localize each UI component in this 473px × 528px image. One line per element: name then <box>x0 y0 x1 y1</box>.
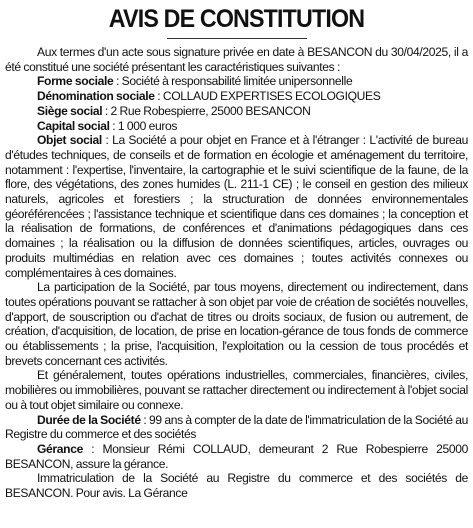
forme-sociale-label: Forme sociale <box>37 74 114 89</box>
siege-line <box>5 104 468 119</box>
siege-label: Siège social <box>37 103 103 118</box>
capital-label: Capital social <box>37 118 110 133</box>
gerance-value: : Monsieur Rémi COLLAUD, demeurant 2 Rue Robespierre 25000 BESANCON, assure la gérance. <box>5 441 468 471</box>
notice-body <box>5 45 468 501</box>
immatriculation-paragraph: Immatriculation de la Société au Registre du commerce et des sociétés de BESANCON. Pour avis. La Gérance <box>5 471 468 501</box>
objet-label: Objet social <box>37 133 102 148</box>
title-underline <box>167 38 307 39</box>
objet-paragraph <box>5 133 468 280</box>
denomination-label: Dénomination sociale <box>37 89 155 104</box>
duree-label: Durée de la Société <box>37 412 141 427</box>
denomination-line <box>5 89 468 104</box>
intro-paragraph: Aux termes d'un acte sous signature privée en date à BESANCON du 30/04/2025, il a été constitué une société présentant les caractéristiques suivantes : <box>5 45 468 74</box>
notice-title: AVIS DE CONSTITUTION <box>108 5 365 33</box>
siege-value: : 2 Rue Robespierre, 25000 BESANCON <box>102 103 311 118</box>
denomination-value: : COLLAUD EXPERTISES ECOLOGIQUES <box>154 89 381 104</box>
gerance-paragraph <box>5 442 468 471</box>
gerance-label: Gérance <box>37 441 83 456</box>
forme-sociale-value: : Société à responsabilité limitée unipersonnelle <box>113 74 353 89</box>
duree-paragraph <box>5 413 468 442</box>
general-paragraph: Et généralement, toutes opérations industrielles, commerciales, financières, civiles, mobilières ou immobilières, pouvant se rattacher directement ou indirectement à l'objet social ou à tout objet similaire ou connexe. <box>5 368 468 412</box>
capital-line <box>5 119 468 134</box>
objet-value: : La Société a pour objet en France et à l'étranger : L'activité de bureau d'études techniques, de conseils et de formation en écologie et aménagement du territoire, notamment : l'expertise, l'inventaire, la cartographie et le suivi scientifique de la faune, de la flore, des végétations, des zones humides (L. 211-1 CE) ; le conseil en gestion des milieux naturels, agricoles et forestiers ; la structuration de données environnementales géoréférencées ; l'assistance technique et scientifique dans ces domaines ; la conception et la réalisation de formations, de conférences et d'animations pédagogiques dans ces domaines ; la réalisation ou la diffusion de données scientifiques, articles, ouvrages ou produits multimédias en relation avec ces domaines ; toutes activités connexes ou complémentaires à ces domaines. <box>5 133 468 280</box>
participation-paragraph: La participation de la Société, par tous moyens, directement ou indirectement, dans toutes opérations pouvant se rattacher à son objet par voie de création de sociétés nouvelles, d'apport, de souscription ou d'achat de titres ou droits sociaux, de fusion ou autrement, de création, d'acquisition, de location, de prise en location-gérance de tous fonds de commerce ou établissements ; la prise, l'acquisition, l'exploitation ou la cession de tous procédés et brevets concernant ces activités. <box>5 280 468 368</box>
duree-value: : 99 ans à compter de la date de l'immatriculation de la Société au Registre du commerce et des sociétés <box>5 412 468 442</box>
capital-value: : 1 000 euros <box>109 118 178 133</box>
forme-sociale-line <box>5 74 468 89</box>
